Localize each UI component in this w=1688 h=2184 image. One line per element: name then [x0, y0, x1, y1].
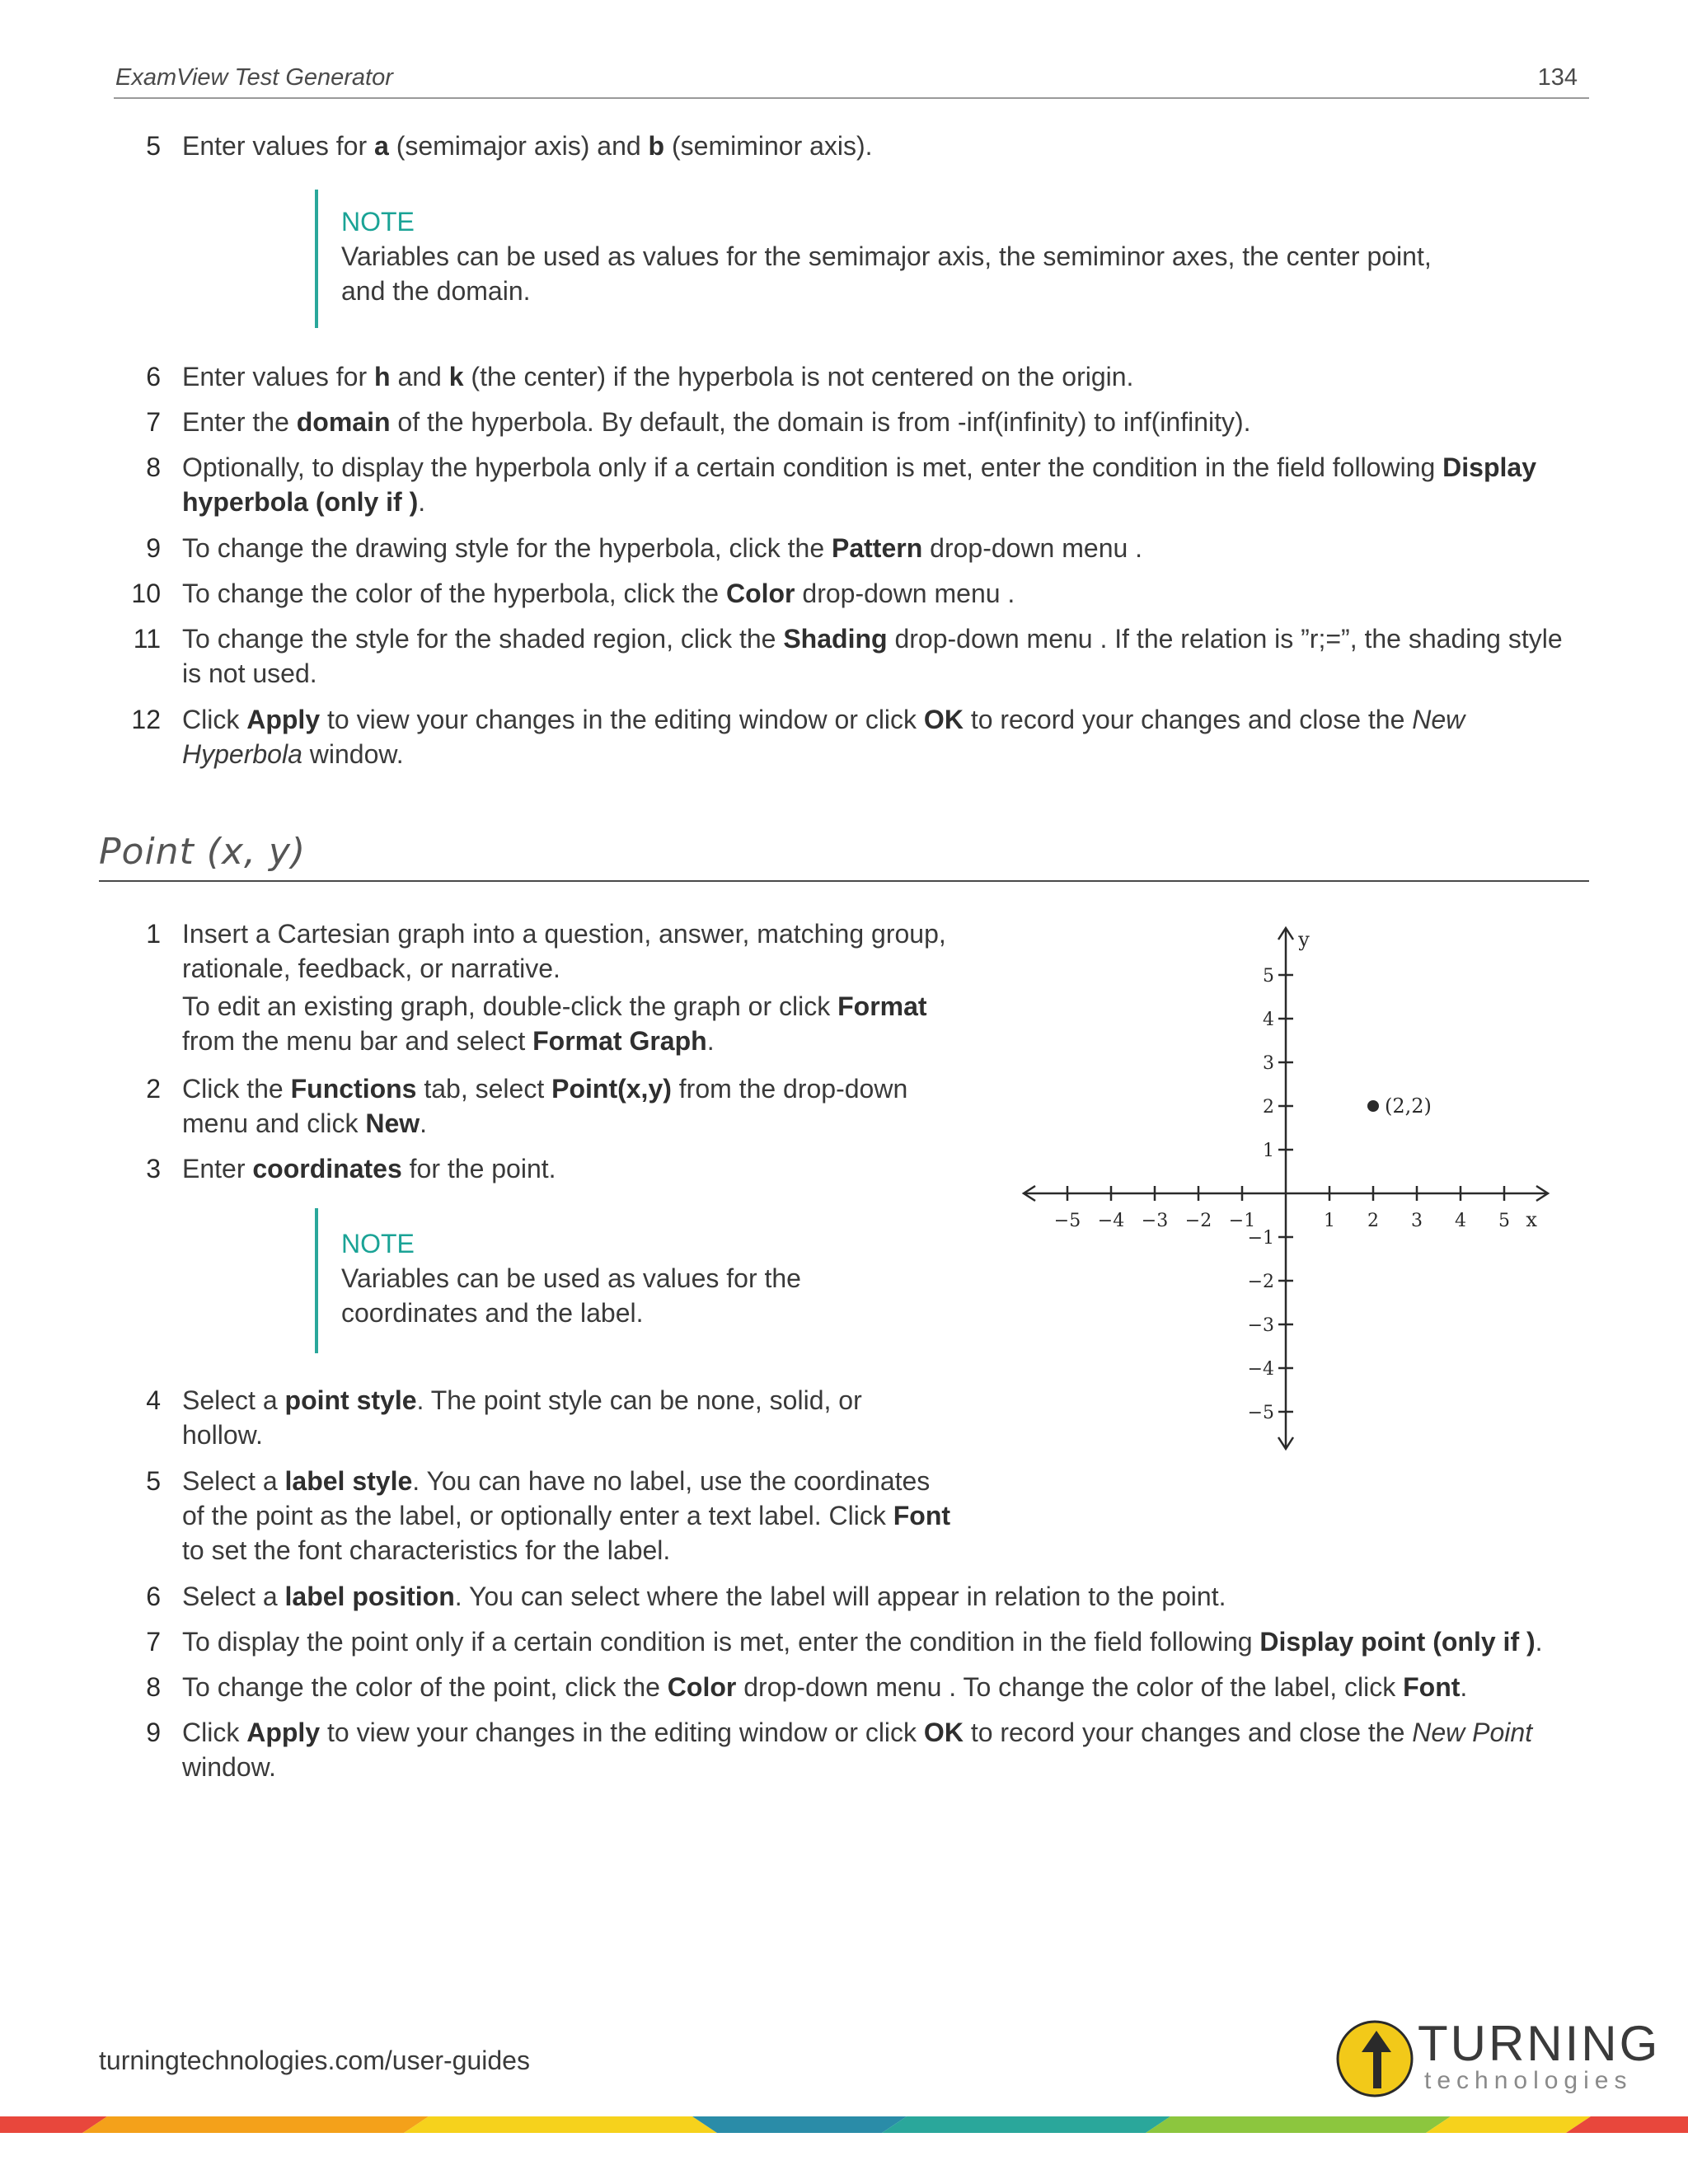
logo-arrow-icon	[1335, 2019, 1414, 2098]
note-box-variables-hyperbola	[315, 190, 1462, 328]
page-number: 134	[1537, 64, 1578, 91]
hyperbola-step-8: 8 Optionally, to display the hyperbola only if a certain condition is met, enter the condition in the field following Display hyperbola (only if ).	[146, 452, 1536, 517]
y-axis-label: y	[1298, 928, 1310, 951]
y-tick-label: 5	[1263, 966, 1274, 987]
note-box-variables-point	[315, 1208, 836, 1353]
hyperbola-step-9: 9 To change the drawing style for the hyperbola, click the Pattern drop-down menu .	[146, 533, 1143, 563]
point-label: (2,2)	[1385, 1094, 1432, 1118]
note-text: Variables can be used as values for the semimajor axis, the semiminor axes, the center point, and the domain.	[341, 241, 1432, 306]
y-tick-label: 3	[1263, 1053, 1274, 1074]
x-tick-label: 2	[1367, 1211, 1379, 1231]
footer-color-stripe	[0, 2116, 1688, 2133]
note-heading: NOTE	[341, 1229, 415, 1258]
hyperbola-step-7: 7 Enter the domain of the hyperbola. By default, the domain is from -inf(infinity) to inf(infinity).	[146, 407, 1251, 437]
y-tick-label: −3	[1247, 1315, 1274, 1336]
y-tick-label: 4	[1263, 1010, 1274, 1030]
logo-subtitle: technologies	[1424, 2067, 1633, 2094]
y-tick-label: 2	[1263, 1097, 1274, 1118]
point-step-3: 3 Enter coordinates for the point.	[146, 1154, 556, 1183]
point-step-9: 9 Click Apply to view your changes in the editing window or click OK to record your changes and close the New Point window.	[146, 1718, 1533, 1782]
logo-wordmark: TURNING	[1418, 2016, 1661, 2071]
x-tick-label: 4	[1455, 1211, 1466, 1231]
point-step-1-subtext: To edit an existing graph, double-click the graph or click Format from the menu bar and select Format Graph.	[182, 991, 927, 1056]
x-tick-label: −1	[1228, 1211, 1256, 1231]
x-tick-label: 1	[1324, 1211, 1335, 1231]
point-step-4: 4 Select a point style. The point style can be none, solid, or hollow.	[146, 1385, 862, 1450]
hyperbola-step-11: 11 To change the style for the shaded region, click the Shading drop-down menu . If the relation is ”r;=”, the shading style is not used.	[133, 624, 1563, 688]
hyperbola-step-10: 10 To change the color of the hyperbola, click the Color drop-down menu .	[131, 579, 1015, 608]
x-tick-label: 5	[1498, 1211, 1510, 1231]
point-step-6: 6 Select a label position. You can select where the label will appear in relation to the point.	[146, 1582, 1226, 1611]
hyperbola-step-6: 6 Enter values for h and k (the center) if the hyperbola is not centered on the origin.	[146, 362, 1134, 391]
point-step-5: 5 Select a label style. You can have no label, use the coordinates of the point as the label, or optionally enter a text label. Click Font to set the font characteristics for the label.	[146, 1466, 951, 1565]
turning-technologies-logo	[1335, 2016, 1661, 2100]
footer-link[interactable]: turningtechnologies.com/user-guides	[99, 2046, 530, 2075]
x-tick-label: 3	[1411, 1211, 1423, 1231]
point-step-2: 2 Click the Functions tab, select Point(x,y) from the drop-down menu and click New.	[146, 1074, 908, 1138]
x-tick-label: −2	[1184, 1211, 1212, 1231]
point-step-1: 1 Insert a Cartesian graph into a question, answer, matching group, rationale, feedback, or narrative. To edit an existing graph, double-click the graph or click Format from the menu bar and select Format Graph.	[182, 916, 957, 1058]
hyperbola-step-5: 5 Enter values for a (semimajor axis) and b (semiminor axis).	[146, 131, 873, 161]
y-tick-label: −5	[1247, 1403, 1274, 1423]
point-step-8: 8 To change the color of the point, click the Color drop-down menu . To change the color of the label, click Font.	[146, 1672, 1468, 1702]
cartesian-graph-figure	[1014, 921, 1558, 1465]
x-axis-label: x	[1526, 1208, 1537, 1231]
x-tick-label: −5	[1053, 1211, 1081, 1231]
y-tick-label: −4	[1247, 1359, 1274, 1380]
x-tick-label: −3	[1141, 1211, 1169, 1231]
x-tick-label: −4	[1097, 1211, 1125, 1231]
hyperbola-step-12: 12 Click Apply to view your changes in the editing window or click OK to record your changes and close the New Hyperbola window.	[131, 705, 1465, 769]
document-title: ExamView Test Generator	[115, 64, 393, 91]
point-step-7: 7 To display the point only if a certain condition is met, enter the condition in the field following Display point (only if ).	[146, 1627, 1543, 1657]
plotted-point	[1367, 1100, 1379, 1112]
note-text: Variables can be used as values for the coordinates and the label.	[341, 1263, 801, 1328]
y-tick-label: −1	[1247, 1228, 1274, 1249]
note-heading: NOTE	[341, 207, 415, 237]
page-header	[114, 64, 1589, 99]
y-tick-label: −2	[1247, 1272, 1274, 1292]
y-tick-label: 1	[1263, 1141, 1274, 1161]
section-heading-point: Point (x, y)	[99, 831, 1589, 882]
